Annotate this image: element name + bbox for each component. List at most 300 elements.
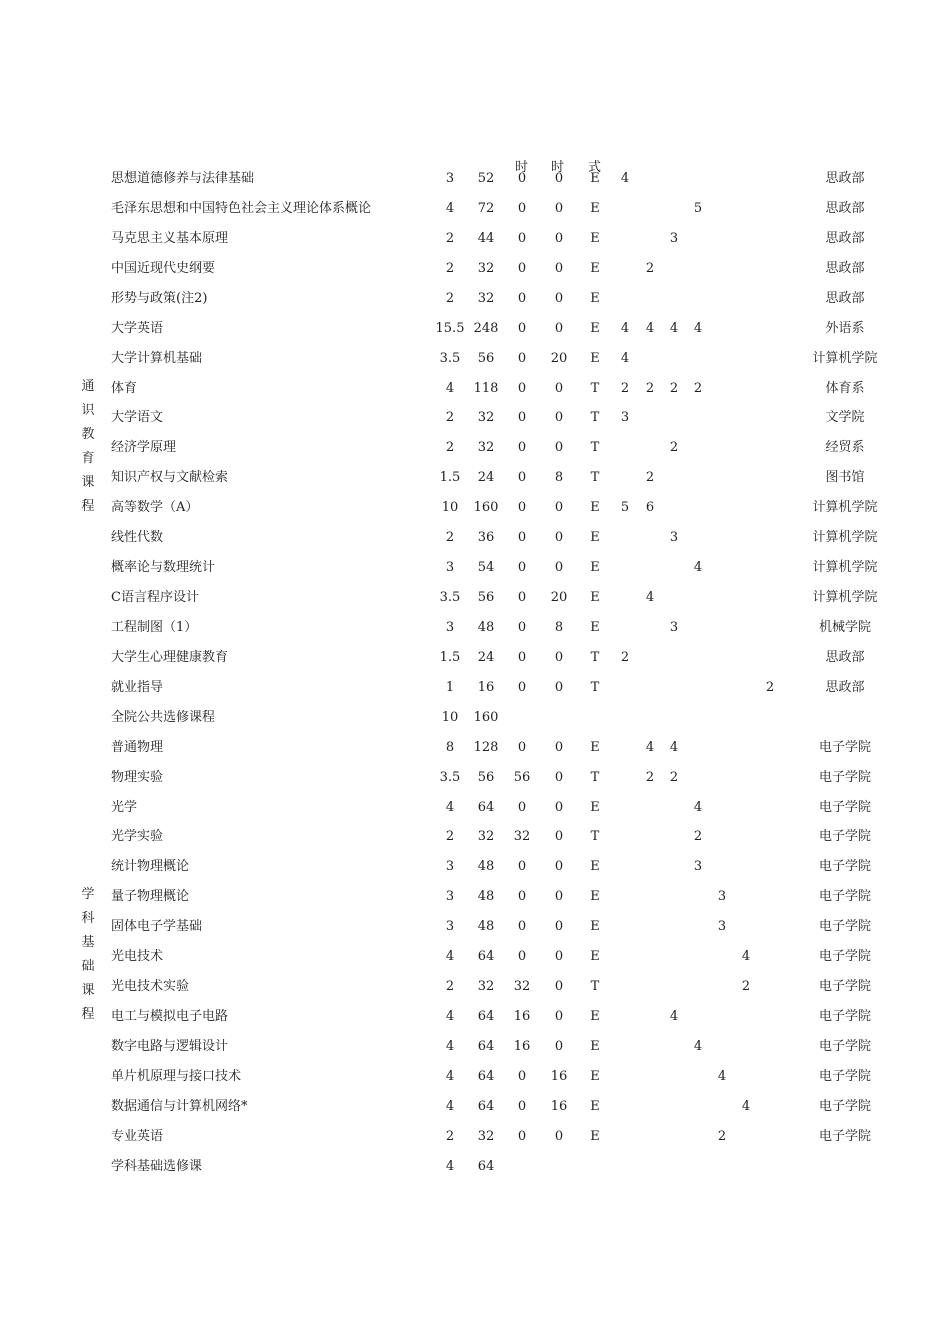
course-name-cell: 经济学原理: [111, 440, 177, 455]
department-cell: 电子学院: [818, 889, 871, 904]
semester-1-cell: 2: [620, 381, 630, 396]
experiment-hours-cell: 0: [517, 859, 527, 874]
computer-hours-cell: 0: [554, 201, 564, 216]
table-row: [0, 793, 950, 823]
credit-cell: 2: [445, 291, 455, 306]
credit-cell: 2: [445, 440, 455, 455]
hours-cell: 36: [477, 530, 495, 545]
course-name-cell: 光电技术: [111, 949, 164, 964]
computer-hours-cell: 0: [554, 889, 564, 904]
semester-3-cell: 3: [669, 231, 679, 246]
table-row: [0, 284, 950, 314]
exam-type-cell: T: [590, 770, 600, 785]
category-char: 课: [81, 475, 95, 490]
course-name-cell: 全院公共选修课程: [111, 710, 216, 725]
credit-cell: 4: [445, 201, 455, 216]
hours-cell: 56: [477, 770, 495, 785]
computer-hours-cell: 0: [554, 770, 564, 785]
hours-cell: 128: [473, 740, 499, 755]
computer-hours-cell: 0: [554, 680, 564, 695]
course-name-cell: 大学计算机基础: [111, 351, 203, 366]
hours-cell: 44: [477, 231, 495, 246]
hours-cell: 118: [473, 381, 499, 396]
experiment-hours-cell: 0: [517, 560, 527, 575]
hours-cell: 52: [477, 171, 495, 186]
experiment-hours-cell: 0: [517, 231, 527, 246]
hours-cell: 16: [477, 680, 495, 695]
hours-cell: 54: [477, 560, 495, 575]
exam-type-cell: E: [590, 231, 600, 246]
computer-hours-cell: 16: [550, 1099, 568, 1114]
department-cell: 思政部: [825, 201, 865, 216]
experiment-hours-cell: 0: [517, 620, 527, 635]
course-name-cell: 统计物理概论: [111, 859, 190, 874]
department-cell: 外语系: [825, 321, 865, 336]
exam-type-cell: E: [590, 201, 600, 216]
experiment-hours-cell: 0: [517, 470, 527, 485]
computer-hours-cell: 0: [554, 829, 564, 844]
semester-3-cell: 2: [669, 770, 679, 785]
experiment-hours-cell: 0: [517, 291, 527, 306]
computer-hours-cell: 8: [554, 470, 564, 485]
table-row: [0, 1002, 950, 1032]
course-name-cell: 大学语文: [111, 410, 164, 425]
exam-type-cell: T: [590, 979, 600, 994]
course-name-cell: 大学生心理健康教育: [111, 650, 229, 665]
table-row: [0, 763, 950, 793]
course-name-cell: 光学实验: [111, 829, 164, 844]
course-name-cell: 电工与模拟电子电路: [111, 1009, 229, 1024]
course-name-cell: 光学: [111, 800, 138, 815]
exam-type-cell: T: [590, 440, 600, 455]
exam-type-cell: E: [590, 859, 600, 874]
table-row: [0, 613, 950, 643]
exam-type-cell: E: [590, 530, 600, 545]
semester-5-cell: 2: [717, 1129, 727, 1144]
credit-cell: 1.5: [439, 470, 461, 485]
semester-3-cell: 4: [669, 321, 679, 336]
table-row: [0, 344, 950, 374]
credit-cell: 1.5: [439, 650, 461, 665]
table-row: [0, 224, 950, 254]
category-char: 科: [81, 911, 95, 926]
hours-cell: 32: [477, 829, 495, 844]
exam-type-cell: E: [590, 1099, 600, 1114]
table-row: [0, 942, 950, 972]
course-name-cell: 工程制图（1）: [111, 620, 198, 635]
experiment-hours-cell: 0: [517, 351, 527, 366]
experiment-hours-cell: 56: [513, 770, 531, 785]
exam-type-cell: E: [590, 1009, 600, 1024]
semester-2-cell: 2: [645, 261, 655, 276]
credit-cell: 4: [445, 1009, 455, 1024]
department-cell: 机械学院: [818, 620, 871, 635]
table-row: [0, 583, 950, 613]
exam-type-cell: E: [590, 949, 600, 964]
credit-cell: 3: [445, 620, 455, 635]
table-row: [0, 882, 950, 912]
experiment-hours-cell: 0: [517, 410, 527, 425]
table-row: [0, 164, 950, 194]
department-cell: 电子学院: [818, 1129, 871, 1144]
exam-type-cell: E: [590, 620, 600, 635]
exam-type-cell: E: [590, 590, 600, 605]
exam-type-cell: E: [590, 261, 600, 276]
semester-4-cell: 2: [693, 381, 703, 396]
hours-cell: 24: [477, 470, 495, 485]
category-char: 程: [81, 1007, 95, 1022]
semester-5-cell: 4: [717, 1069, 727, 1084]
computer-hours-cell: 0: [554, 500, 564, 515]
department-cell: 电子学院: [818, 770, 871, 785]
semester-4-cell: 4: [693, 560, 703, 575]
experiment-hours-cell: 0: [517, 1099, 527, 1114]
credit-cell: 4: [445, 1159, 455, 1174]
credit-cell: 2: [445, 410, 455, 425]
hours-cell: 48: [477, 919, 495, 934]
exam-type-cell: T: [590, 650, 600, 665]
department-cell: 电子学院: [818, 919, 871, 934]
table-row: [0, 254, 950, 284]
department-cell: 计算机学院: [812, 560, 878, 575]
course-name-cell: 概率论与数理统计: [111, 560, 216, 575]
table-row: [0, 852, 950, 882]
hours-cell: 32: [477, 979, 495, 994]
semester-6-cell: 4: [741, 949, 751, 964]
hours-cell: 64: [477, 1069, 495, 1084]
semester-5-cell: 3: [717, 919, 727, 934]
credit-cell: 4: [445, 949, 455, 964]
credit-cell: 4: [445, 800, 455, 815]
table-row: [0, 314, 950, 344]
course-name-cell: 光电技术实验: [111, 979, 190, 994]
semester-6-cell: 2: [741, 979, 751, 994]
hours-cell: 32: [477, 1129, 495, 1144]
computer-hours-cell: 0: [554, 261, 564, 276]
credit-cell: 3: [445, 919, 455, 934]
computer-hours-cell: 0: [554, 859, 564, 874]
semester-2-cell: 4: [645, 740, 655, 755]
hours-cell: 64: [477, 800, 495, 815]
credit-cell: 2: [445, 829, 455, 844]
computer-hours-cell: 8: [554, 620, 564, 635]
semester-4-cell: 3: [693, 859, 703, 874]
table-row: [0, 1092, 950, 1122]
hours-cell: 248: [473, 321, 499, 336]
table-row: [0, 433, 950, 463]
semester-6-cell: 4: [741, 1099, 751, 1114]
credit-cell: 3.5: [439, 770, 461, 785]
header-exp-hours-fragment: 时: [515, 160, 529, 175]
department-cell: 电子学院: [818, 979, 871, 994]
experiment-hours-cell: 32: [513, 829, 531, 844]
hours-cell: 64: [477, 1009, 495, 1024]
table-row: [0, 733, 950, 763]
experiment-hours-cell: 0: [517, 261, 527, 276]
table-row: [0, 643, 950, 673]
credit-cell: 10: [441, 710, 459, 725]
table-row: [0, 493, 950, 523]
hours-cell: 32: [477, 261, 495, 276]
exam-type-cell: E: [590, 171, 600, 186]
semester-3-cell: 2: [669, 440, 679, 455]
computer-hours-cell: 0: [554, 381, 564, 396]
semester-1-cell: 4: [620, 321, 630, 336]
hours-cell: 48: [477, 859, 495, 874]
department-cell: 思政部: [825, 291, 865, 306]
course-name-cell: 固体电子学基础: [111, 919, 203, 934]
experiment-hours-cell: 0: [517, 1129, 527, 1144]
hours-cell: 48: [477, 889, 495, 904]
experiment-hours-cell: 0: [517, 740, 527, 755]
semester-7-cell: 2: [765, 680, 775, 695]
department-cell: 电子学院: [818, 1099, 871, 1114]
experiment-hours-cell: 0: [517, 171, 527, 186]
computer-hours-cell: 0: [554, 410, 564, 425]
semester-2-cell: 2: [645, 381, 655, 396]
category-char: 基: [81, 935, 95, 950]
credit-cell: 2: [445, 530, 455, 545]
experiment-hours-cell: 0: [517, 530, 527, 545]
department-cell: 文学院: [825, 410, 865, 425]
hours-cell: 64: [477, 1099, 495, 1114]
semester-2-cell: 2: [645, 770, 655, 785]
computer-hours-cell: 0: [554, 560, 564, 575]
department-cell: 电子学院: [818, 1069, 871, 1084]
credit-cell: 2: [445, 261, 455, 276]
experiment-hours-cell: 0: [517, 500, 527, 515]
hours-cell: 160: [473, 500, 499, 515]
course-name-cell: 数据通信与计算机网络*: [111, 1099, 248, 1114]
course-name-cell: 体育: [111, 381, 138, 396]
computer-hours-cell: 0: [554, 949, 564, 964]
department-cell: 电子学院: [818, 1039, 871, 1054]
hours-cell: 160: [473, 710, 499, 725]
category-char: 程: [81, 499, 95, 514]
hours-cell: 24: [477, 650, 495, 665]
exam-type-cell: E: [590, 1069, 600, 1084]
exam-type-cell: E: [590, 919, 600, 934]
computer-hours-cell: 16: [550, 1069, 568, 1084]
semester-1-cell: 2: [620, 650, 630, 665]
course-name-cell: 量子物理概论: [111, 889, 190, 904]
department-cell: 思政部: [825, 171, 865, 186]
computer-hours-cell: 20: [550, 590, 568, 605]
table-row: [0, 703, 950, 733]
experiment-hours-cell: 0: [517, 590, 527, 605]
category-char: 课: [81, 983, 95, 998]
table-row: [0, 403, 950, 433]
semester-3-cell: 2: [669, 381, 679, 396]
table-row: [0, 1152, 950, 1182]
credit-cell: 4: [445, 381, 455, 396]
table-row: [0, 194, 950, 224]
table-row: [0, 822, 950, 852]
department-cell: 计算机学院: [812, 500, 878, 515]
course-name-cell: 大学英语: [111, 321, 164, 336]
credit-cell: 1: [445, 680, 455, 695]
semester-4-cell: 4: [693, 800, 703, 815]
course-name-cell: 知识产权与文献检索: [111, 470, 229, 485]
exam-type-cell: E: [590, 800, 600, 815]
exam-type-cell: E: [590, 351, 600, 366]
computer-hours-cell: 0: [554, 740, 564, 755]
hours-cell: 64: [477, 1039, 495, 1054]
course-name-cell: 单片机原理与接口技术: [111, 1069, 242, 1084]
course-name-cell: 形势与政策(注2): [111, 291, 208, 306]
table-row: [0, 1122, 950, 1152]
computer-hours-cell: 0: [554, 650, 564, 665]
credit-cell: 3.5: [439, 590, 461, 605]
department-cell: 计算机学院: [812, 590, 878, 605]
exam-type-cell: E: [590, 291, 600, 306]
experiment-hours-cell: 0: [517, 1069, 527, 1084]
computer-hours-cell: 20: [550, 351, 568, 366]
semester-3-cell: 3: [669, 620, 679, 635]
semester-2-cell: 4: [645, 321, 655, 336]
hours-cell: 64: [477, 1159, 495, 1174]
department-cell: 电子学院: [818, 829, 871, 844]
department-cell: 体育系: [825, 381, 865, 396]
semester-2-cell: 2: [645, 470, 655, 485]
exam-type-cell: E: [590, 740, 600, 755]
exam-type-cell: E: [590, 889, 600, 904]
department-cell: 电子学院: [818, 800, 871, 815]
semester-4-cell: 4: [693, 321, 703, 336]
computer-hours-cell: 0: [554, 919, 564, 934]
semester-3-cell: 4: [669, 740, 679, 755]
semester-1-cell: 4: [620, 171, 630, 186]
computer-hours-cell: 0: [554, 440, 564, 455]
computer-hours-cell: 0: [554, 800, 564, 815]
course-name-cell: 中国近现代史纲要: [111, 261, 216, 276]
category-char: 识: [81, 403, 95, 418]
department-cell: 思政部: [825, 231, 865, 246]
semester-1-cell: 3: [620, 410, 630, 425]
credit-cell: 3: [445, 171, 455, 186]
exam-type-cell: T: [590, 381, 600, 396]
category-char: 学: [81, 887, 95, 902]
department-cell: 计算机学院: [812, 530, 878, 545]
table-row: [0, 553, 950, 583]
course-name-cell: 物理实验: [111, 770, 164, 785]
credit-cell: 3: [445, 889, 455, 904]
table-row: [0, 1062, 950, 1092]
department-cell: 电子学院: [818, 859, 871, 874]
experiment-hours-cell: 0: [517, 680, 527, 695]
experiment-hours-cell: 0: [517, 381, 527, 396]
semester-4-cell: 2: [693, 829, 703, 844]
course-name-cell: 高等数学（A）: [111, 500, 199, 515]
department-cell: 图书馆: [825, 470, 865, 485]
computer-hours-cell: 0: [554, 530, 564, 545]
semester-5-cell: 3: [717, 889, 727, 904]
category-char: 础: [81, 959, 95, 974]
computer-hours-cell: 0: [554, 321, 564, 336]
header-comp-hours-fragment: 时: [551, 160, 565, 175]
computer-hours-cell: 0: [554, 171, 564, 186]
course-name-cell: C语言程序设计: [111, 590, 199, 605]
exam-type-cell: T: [590, 470, 600, 485]
exam-type-cell: E: [590, 500, 600, 515]
exam-type-cell: E: [590, 1129, 600, 1144]
experiment-hours-cell: 16: [513, 1009, 531, 1024]
department-cell: 思政部: [825, 261, 865, 276]
experiment-hours-cell: 0: [517, 321, 527, 336]
semester-2-cell: 4: [645, 590, 655, 605]
semester-1-cell: 4: [620, 351, 630, 366]
header-exam-type-fragment: 式: [588, 160, 602, 175]
computer-hours-cell: 0: [554, 1009, 564, 1024]
exam-type-cell: T: [590, 410, 600, 425]
credit-cell: 4: [445, 1039, 455, 1054]
credit-cell: 4: [445, 1069, 455, 1084]
credit-cell: 2: [445, 231, 455, 246]
hours-cell: 56: [477, 590, 495, 605]
course-name-cell: 数字电路与逻辑设计: [111, 1039, 229, 1054]
table-row: [0, 673, 950, 703]
semester-3-cell: 3: [669, 530, 679, 545]
experiment-hours-cell: 0: [517, 949, 527, 964]
course-name-cell: 普通物理: [111, 740, 164, 755]
credit-cell: 3: [445, 859, 455, 874]
computer-hours-cell: 0: [554, 291, 564, 306]
category-char: 育: [81, 451, 95, 466]
experiment-hours-cell: 0: [517, 201, 527, 216]
experiment-hours-cell: 0: [517, 650, 527, 665]
department-cell: 思政部: [825, 680, 865, 695]
table-row: [0, 463, 950, 493]
hours-cell: 32: [477, 440, 495, 455]
credit-cell: 2: [445, 1129, 455, 1144]
experiment-hours-cell: 0: [517, 440, 527, 455]
course-name-cell: 专业英语: [111, 1129, 164, 1144]
department-cell: 思政部: [825, 650, 865, 665]
experiment-hours-cell: 32: [513, 979, 531, 994]
hours-cell: 32: [477, 410, 495, 425]
credit-cell: 8: [445, 740, 455, 755]
credit-cell: 4: [445, 1099, 455, 1114]
table-row: [0, 912, 950, 942]
credit-cell: 3.5: [439, 351, 461, 366]
category-char: 通: [81, 379, 95, 394]
exam-type-cell: T: [590, 680, 600, 695]
exam-type-cell: E: [590, 560, 600, 575]
credit-cell: 10: [441, 500, 459, 515]
table-row: [0, 1032, 950, 1062]
course-name-cell: 马克思主义基本原理: [111, 231, 229, 246]
table-row: [0, 374, 950, 404]
course-name-cell: 毛泽东思想和中国特色社会主义理论体系概论: [111, 201, 372, 216]
semester-2-cell: 6: [645, 500, 655, 515]
semester-4-cell: 5: [693, 201, 703, 216]
exam-type-cell: E: [590, 1039, 600, 1054]
course-name-cell: 线性代数: [111, 530, 164, 545]
computer-hours-cell: 0: [554, 1039, 564, 1054]
exam-type-cell: T: [590, 829, 600, 844]
computer-hours-cell: 0: [554, 979, 564, 994]
semester-1-cell: 5: [620, 500, 630, 515]
department-cell: 电子学院: [818, 949, 871, 964]
department-cell: 电子学院: [818, 740, 871, 755]
department-cell: 电子学院: [818, 1009, 871, 1024]
experiment-hours-cell: 0: [517, 889, 527, 904]
credit-cell: 2: [445, 979, 455, 994]
category-char: 教: [81, 427, 95, 442]
course-name-cell: 学科基础选修课: [111, 1159, 203, 1174]
computer-hours-cell: 0: [554, 1129, 564, 1144]
hours-cell: 72: [477, 201, 495, 216]
